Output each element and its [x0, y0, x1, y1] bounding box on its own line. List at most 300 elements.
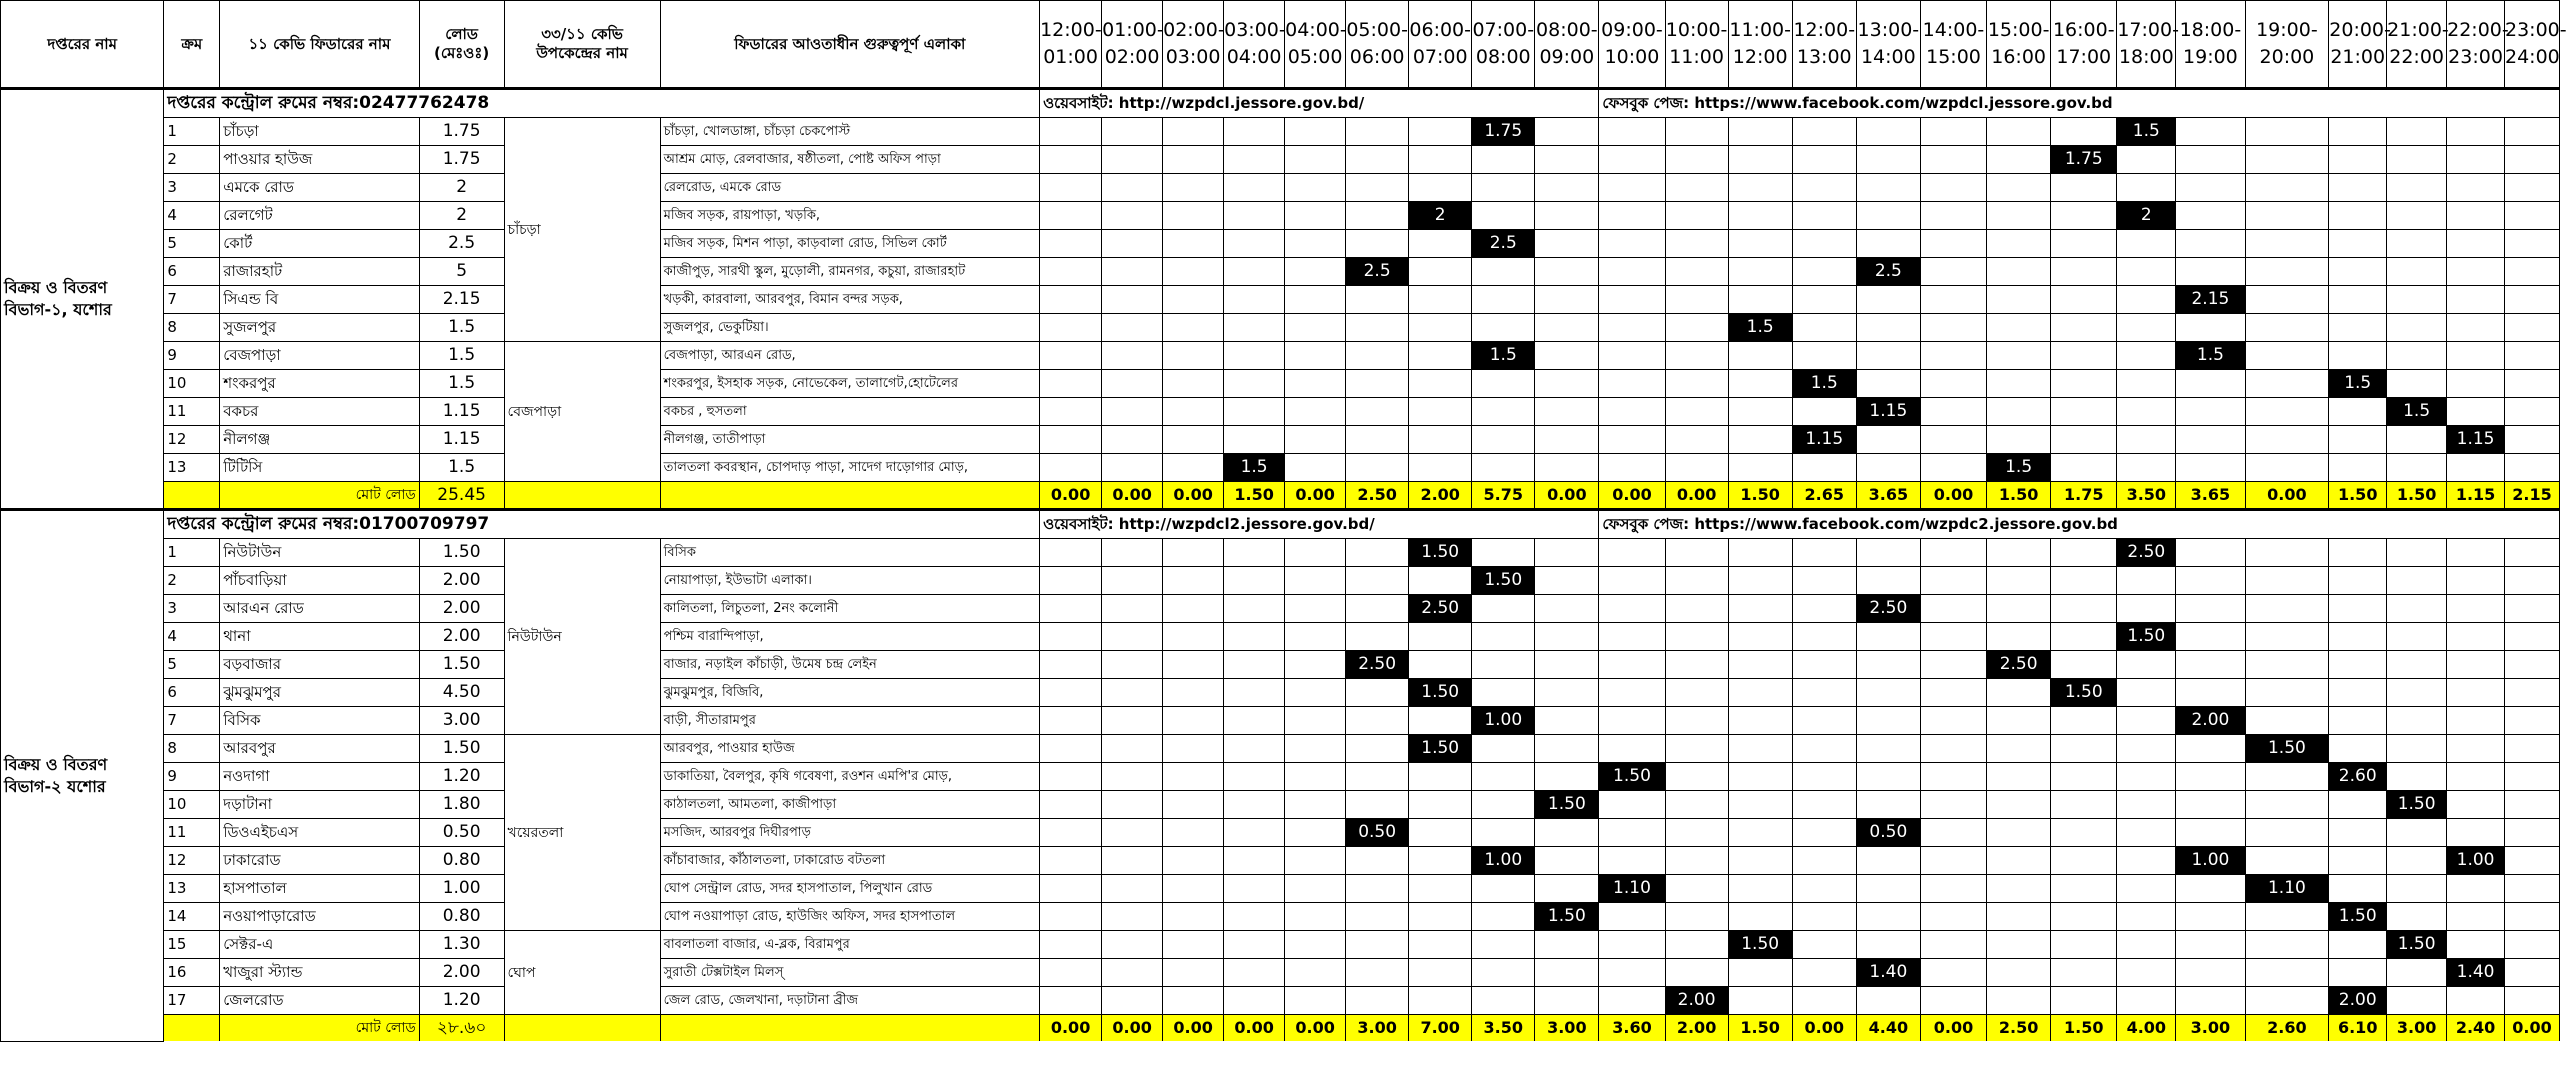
- feeder-serial: 1: [164, 118, 220, 146]
- header-hour: 12:00-01:00: [1040, 1, 1102, 89]
- load-shed-cell: 1.15: [1792, 426, 1856, 454]
- feeder-name: দড়াটানা: [220, 791, 420, 819]
- schedule-cell: [1040, 791, 1102, 819]
- schedule-cell: [1792, 398, 1856, 426]
- feeder-area: আরবপুর, পাওয়ার হাউজ: [660, 735, 1039, 763]
- schedule-cell: [2051, 931, 2117, 959]
- schedule-cell: [1040, 286, 1102, 314]
- hour-total: 2.65: [1792, 482, 1856, 510]
- schedule-cell: [2387, 819, 2447, 847]
- schedule-cell: [2505, 819, 2560, 847]
- load-shed-cell: 2: [1409, 202, 1472, 230]
- schedule-cell: [1665, 370, 1728, 398]
- schedule-cell: [2051, 959, 2117, 987]
- feeder-name: রাজারহাট: [220, 258, 420, 286]
- schedule-cell: [1224, 370, 1285, 398]
- schedule-cell: [1728, 959, 1792, 987]
- schedule-cell: [1102, 735, 1163, 763]
- schedule-cell: [1856, 567, 1920, 595]
- schedule-cell: [1920, 539, 1986, 567]
- schedule-cell: [1987, 539, 2051, 567]
- feeder-name: নওয়াপাড়ারোড: [220, 903, 420, 931]
- schedule-cell: [1599, 903, 1665, 931]
- control-room-number: দপ্তরের কন্ট্রোল রুমের নম্বর:01700709797: [164, 510, 1040, 539]
- schedule-cell: [1346, 454, 1409, 482]
- schedule-cell: [1987, 370, 2051, 398]
- schedule-cell: [1163, 174, 1224, 202]
- hour-total: 3.50: [1472, 1015, 1535, 1042]
- feeder-row: [1, 763, 2560, 791]
- schedule-cell: [1599, 174, 1665, 202]
- schedule-cell: [1102, 398, 1163, 426]
- schedule-cell: [2117, 679, 2176, 707]
- schedule-cell: [1472, 987, 1535, 1015]
- feeder-serial: 1: [164, 539, 220, 567]
- feeder-load: 2.00: [419, 623, 504, 651]
- schedule-cell: [1102, 370, 1163, 398]
- hour-total: 1.50: [1728, 482, 1792, 510]
- feeder-row: [1, 314, 2560, 342]
- schedule-cell: [1728, 342, 1792, 370]
- feeder-load: 1.75: [419, 146, 504, 174]
- schedule-cell: [1792, 791, 1856, 819]
- schedule-cell: [2117, 763, 2176, 791]
- schedule-cell: [1599, 398, 1665, 426]
- schedule-cell: [1792, 847, 1856, 875]
- facebook-label: ফেসবুক পেজ: https://www.facebook.com/wzpdcl.jessore.gov.bd: [1599, 89, 2560, 118]
- total-label: মোট লোড: [220, 1015, 420, 1042]
- schedule-cell: [2051, 174, 2117, 202]
- section-info-row: [1, 89, 2560, 118]
- schedule-cell: [1792, 286, 1856, 314]
- hour-total: 5.75: [1472, 482, 1535, 510]
- feeder-load: 1.30: [419, 931, 504, 959]
- load-shed-cell: 1.50: [2051, 679, 2117, 707]
- schedule-cell: [1409, 258, 1472, 286]
- feeder-row: [1, 679, 2560, 707]
- schedule-cell: [2387, 595, 2447, 623]
- schedule-cell: [1856, 763, 1920, 791]
- schedule-cell: [2176, 623, 2245, 651]
- load-shed-cell: 2.00: [2176, 707, 2245, 735]
- schedule-cell: [1224, 118, 1285, 146]
- schedule-cell: [2329, 314, 2387, 342]
- feeder-area: বেজপাড়া, আরএন রোড,: [660, 342, 1039, 370]
- schedule-cell: [1535, 567, 1599, 595]
- hour-total: 0.00: [1040, 1015, 1102, 1042]
- schedule-cell: [2447, 791, 2505, 819]
- schedule-cell: [1285, 398, 1346, 426]
- schedule-cell: [1728, 791, 1792, 819]
- hour-total: 0.00: [1040, 482, 1102, 510]
- schedule-cell: [1102, 931, 1163, 959]
- load-shed-cell: 2.5: [1346, 258, 1409, 286]
- schedule-cell: [1920, 146, 1986, 174]
- schedule-cell: [1285, 987, 1346, 1015]
- schedule-cell: [1792, 342, 1856, 370]
- schedule-cell: [2505, 567, 2560, 595]
- schedule-cell: [1920, 202, 1986, 230]
- schedule-cell: [1346, 959, 1409, 987]
- header-hour: 14:00-15:00: [1920, 1, 1986, 89]
- header-hour: 17:00-18:00: [2117, 1, 2176, 89]
- schedule-cell: [1102, 847, 1163, 875]
- hour-total: 3.60: [1599, 1015, 1665, 1042]
- schedule-cell: [1285, 370, 1346, 398]
- hour-total: 0.00: [1285, 482, 1346, 510]
- hour-total: 2.00: [1409, 482, 1472, 510]
- schedule-cell: [2117, 567, 2176, 595]
- load-shed-cell: 0.50: [1856, 819, 1920, 847]
- schedule-cell: [1102, 286, 1163, 314]
- schedule-cell: [1040, 567, 1102, 595]
- schedule-cell: [2447, 875, 2505, 903]
- schedule-cell: [1285, 230, 1346, 258]
- schedule-cell: [1987, 118, 2051, 146]
- schedule-cell: [1409, 987, 1472, 1015]
- schedule-cell: [1599, 595, 1665, 623]
- schedule-cell: [2051, 735, 2117, 763]
- schedule-cell: [2505, 903, 2560, 931]
- feeder-area: বাবলাতলা বাজার, এ-ব্লক, বিরামপুর: [660, 931, 1039, 959]
- schedule-cell: [1163, 454, 1224, 482]
- schedule-cell: [2387, 426, 2447, 454]
- schedule-cell: [2329, 202, 2387, 230]
- schedule-cell: [1792, 707, 1856, 735]
- schedule-cell: [2176, 987, 2245, 1015]
- schedule-cell: [2176, 595, 2245, 623]
- schedule-cell: [1920, 230, 1986, 258]
- header-hour: 05:00-06:00: [1346, 1, 1409, 89]
- feeder-serial: 12: [164, 426, 220, 454]
- schedule-cell: [1472, 202, 1535, 230]
- schedule-cell: [1665, 791, 1728, 819]
- feeder-load: 2.5: [419, 230, 504, 258]
- schedule-cell: [1040, 847, 1102, 875]
- schedule-cell: [2447, 707, 2505, 735]
- load-shed-cell: 2.50: [1409, 595, 1472, 623]
- schedule-cell: [1792, 735, 1856, 763]
- feeder-serial: 2: [164, 567, 220, 595]
- header-row: [1, 1, 2560, 89]
- header-hour: 02:00-03:00: [1163, 1, 1224, 89]
- schedule-cell: [1346, 679, 1409, 707]
- schedule-cell: [1728, 567, 1792, 595]
- schedule-cell: [1409, 454, 1472, 482]
- feeder-row: [1, 875, 2560, 903]
- schedule-cell: [1920, 651, 1986, 679]
- schedule-cell: [2505, 735, 2560, 763]
- substation-name: বেজপাড়া: [504, 342, 660, 482]
- schedule-cell: [1346, 791, 1409, 819]
- schedule-cell: [2447, 118, 2505, 146]
- schedule-cell: [1346, 847, 1409, 875]
- feeder-row: [1, 370, 2560, 398]
- schedule-cell: [1792, 623, 1856, 651]
- schedule-cell: [2117, 819, 2176, 847]
- feeder-area: ঝুমঝুমপুর, বিজিবি,: [660, 679, 1039, 707]
- schedule-cell: [2505, 847, 2560, 875]
- schedule-cell: [1920, 174, 1986, 202]
- schedule-cell: [1040, 651, 1102, 679]
- schedule-cell: [2051, 791, 2117, 819]
- schedule-cell: [1728, 819, 1792, 847]
- schedule-cell: [1409, 426, 1472, 454]
- schedule-cell: [1665, 875, 1728, 903]
- header-hour: 13:00-14:00: [1856, 1, 1920, 89]
- schedule-cell: [1665, 314, 1728, 342]
- schedule-cell: [2176, 903, 2245, 931]
- schedule-cell: [1040, 931, 1102, 959]
- schedule-cell: [1792, 819, 1856, 847]
- load-shed-cell: 1.5: [1987, 454, 2051, 482]
- schedule-cell: [2117, 903, 2176, 931]
- schedule-cell: [1409, 763, 1472, 791]
- schedule-cell: [2387, 202, 2447, 230]
- schedule-cell: [1224, 539, 1285, 567]
- schedule-cell: [2447, 174, 2505, 202]
- schedule-cell: [1285, 258, 1346, 286]
- schedule-cell: [2176, 735, 2245, 763]
- header-load: লোড (মেঃওঃ): [419, 1, 504, 89]
- load-shed-cell: 1.75: [1472, 118, 1535, 146]
- schedule-cell: [1472, 174, 1535, 202]
- schedule-cell: [2245, 595, 2329, 623]
- feeder-load: 1.80: [419, 791, 504, 819]
- schedule-cell: [1163, 370, 1224, 398]
- feeder-serial: 16: [164, 959, 220, 987]
- schedule-cell: [1792, 567, 1856, 595]
- load-shed-cell: 1.50: [2329, 903, 2387, 931]
- hour-total: 1.50: [2329, 482, 2387, 510]
- feeder-row: [1, 286, 2560, 314]
- schedule-cell: [1102, 258, 1163, 286]
- schedule-cell: [2245, 454, 2329, 482]
- schedule-cell: [1920, 791, 1986, 819]
- schedule-cell: [1409, 146, 1472, 174]
- schedule-cell: [2245, 202, 2329, 230]
- feeder-name: হাসপাতাল: [220, 875, 420, 903]
- schedule-cell: [2329, 146, 2387, 174]
- schedule-cell: [1599, 847, 1665, 875]
- feeder-area: রেলরোড, এমকে রোড: [660, 174, 1039, 202]
- schedule-cell: [1987, 987, 2051, 1015]
- feeder-area: নোয়াপাড়া, ইউভাটা এলাকা।: [660, 567, 1039, 595]
- schedule-cell: [1409, 118, 1472, 146]
- feeder-load: 1.00: [419, 875, 504, 903]
- schedule-cell: [1856, 903, 1920, 931]
- schedule-cell: [2245, 118, 2329, 146]
- schedule-cell: [1163, 230, 1224, 258]
- schedule-cell: [1920, 763, 1986, 791]
- schedule-cell: [2176, 791, 2245, 819]
- schedule-cell: [2329, 286, 2387, 314]
- schedule-cell: [1665, 426, 1728, 454]
- schedule-cell: [1920, 426, 1986, 454]
- hour-total: 1.50: [2387, 482, 2447, 510]
- feeder-load: 2.15: [419, 286, 504, 314]
- load-shed-cell: 1.50: [1409, 735, 1472, 763]
- load-shed-cell: 1.10: [1599, 875, 1665, 903]
- schedule-cell: [1792, 146, 1856, 174]
- load-shed-cell: 1.5: [1224, 454, 1285, 482]
- schedule-cell: [1040, 398, 1102, 426]
- schedule-cell: [1792, 679, 1856, 707]
- schedule-cell: [1409, 230, 1472, 258]
- load-shed-cell: 2.00: [1665, 987, 1728, 1015]
- hour-total: 3.00: [2176, 1015, 2245, 1042]
- schedule-cell: [2505, 370, 2560, 398]
- hour-total: 0.00: [1599, 482, 1665, 510]
- header-area: ফিডারের আওতাধীন গুরুত্বপূর্ণ এলাকা: [660, 1, 1039, 89]
- website-label: ওয়েবসাইট: http://wzpdcl2.jessore.gov.bd/: [1040, 510, 1599, 539]
- schedule-cell: [1856, 539, 1920, 567]
- schedule-cell: [1665, 342, 1728, 370]
- schedule-cell: [1856, 202, 1920, 230]
- schedule-cell: [1728, 595, 1792, 623]
- schedule-cell: [1224, 847, 1285, 875]
- feeder-name: ডিওএইচএস: [220, 819, 420, 847]
- schedule-cell: [1163, 398, 1224, 426]
- feeder-row: [1, 623, 2560, 651]
- schedule-cell: [2051, 118, 2117, 146]
- feeder-name: বড়বাজার: [220, 651, 420, 679]
- schedule-cell: [2051, 426, 2117, 454]
- schedule-cell: [2051, 903, 2117, 931]
- schedule-cell: [1535, 651, 1599, 679]
- header-office-name: দপ্তরের নাম: [1, 1, 164, 89]
- header-hour: 23:00-24:00: [2505, 1, 2560, 89]
- schedule-cell: [1224, 426, 1285, 454]
- schedule-cell: [1599, 623, 1665, 651]
- schedule-cell: [1987, 567, 2051, 595]
- schedule-cell: [1409, 623, 1472, 651]
- schedule-cell: [1472, 595, 1535, 623]
- schedule-cell: [1409, 875, 1472, 903]
- schedule-cell: [1535, 454, 1599, 482]
- total-spacer: [164, 482, 220, 510]
- feeder-row: [1, 146, 2560, 174]
- schedule-cell: [1599, 342, 1665, 370]
- schedule-cell: [1040, 454, 1102, 482]
- schedule-cell: [1792, 258, 1856, 286]
- schedule-cell: [1163, 539, 1224, 567]
- schedule-cell: [2117, 342, 2176, 370]
- schedule-cell: [1102, 595, 1163, 623]
- schedule-cell: [1102, 454, 1163, 482]
- schedule-cell: [1792, 931, 1856, 959]
- schedule-cell: [1285, 931, 1346, 959]
- total-spacer: [660, 482, 1039, 510]
- load-shed-cell: 1.50: [1599, 763, 1665, 791]
- header-hour: 01:00-02:00: [1102, 1, 1163, 89]
- load-shed-cell: 1.5: [2117, 118, 2176, 146]
- hour-total: 0.00: [2245, 482, 2329, 510]
- schedule-cell: [2329, 959, 2387, 987]
- load-shed-cell: 1.50: [1728, 931, 1792, 959]
- schedule-cell: [2505, 426, 2560, 454]
- schedule-cell: [1346, 342, 1409, 370]
- load-shed-cell: 1.50: [2117, 623, 2176, 651]
- schedule-cell: [1987, 623, 2051, 651]
- schedule-cell: [2329, 847, 2387, 875]
- load-shed-cell: 1.00: [2176, 847, 2245, 875]
- schedule-cell: [1472, 146, 1535, 174]
- schedule-cell: [2117, 931, 2176, 959]
- schedule-cell: [2245, 707, 2329, 735]
- schedule-cell: [1102, 567, 1163, 595]
- schedule-cell: [1856, 791, 1920, 819]
- load-shed-cell: 1.00: [1472, 707, 1535, 735]
- feeder-serial: 2: [164, 146, 220, 174]
- schedule-cell: [1920, 959, 1986, 987]
- hour-total: 3.00: [1346, 1015, 1409, 1042]
- schedule-cell: [2505, 931, 2560, 959]
- schedule-cell: [1040, 679, 1102, 707]
- schedule-cell: [1665, 286, 1728, 314]
- load-shed-cell: 1.50: [1409, 539, 1472, 567]
- schedule-cell: [1987, 230, 2051, 258]
- schedule-cell: [1728, 454, 1792, 482]
- header-hour: 04:00-05:00: [1285, 1, 1346, 89]
- schedule-cell: [2051, 987, 2117, 1015]
- schedule-cell: [2387, 286, 2447, 314]
- schedule-cell: [1856, 370, 1920, 398]
- schedule-cell: [1920, 118, 1986, 146]
- schedule-cell: [2051, 651, 2117, 679]
- schedule-cell: [2505, 987, 2560, 1015]
- feeder-serial: 8: [164, 735, 220, 763]
- hour-total: 3.00: [2387, 1015, 2447, 1042]
- hour-total: 0.00: [1920, 482, 1986, 510]
- schedule-cell: [1285, 426, 1346, 454]
- load-shed-cell: 0.50: [1346, 819, 1409, 847]
- feeder-load: 3.00: [419, 707, 504, 735]
- schedule-cell: [2505, 791, 2560, 819]
- schedule-cell: [1163, 342, 1224, 370]
- schedule-cell: [2505, 342, 2560, 370]
- schedule-cell: [1535, 931, 1599, 959]
- load-shed-cell: 2.50: [2117, 539, 2176, 567]
- header-hour: 08:00-09:00: [1535, 1, 1599, 89]
- schedule-cell: [1346, 707, 1409, 735]
- feeder-serial: 7: [164, 286, 220, 314]
- section-info-row: [1, 510, 2560, 539]
- schedule-cell: [1040, 707, 1102, 735]
- schedule-cell: [1163, 931, 1224, 959]
- schedule-cell: [1856, 707, 1920, 735]
- schedule-cell: [1535, 174, 1599, 202]
- hour-total: 4.00: [2117, 1015, 2176, 1042]
- schedule-cell: [1224, 567, 1285, 595]
- schedule-cell: [2245, 623, 2329, 651]
- feeder-name: ঝুমঝুমপুর: [220, 679, 420, 707]
- feeder-serial: 12: [164, 847, 220, 875]
- schedule-cell: [2117, 875, 2176, 903]
- schedule-cell: [1792, 118, 1856, 146]
- schedule-cell: [2505, 623, 2560, 651]
- schedule-cell: [2117, 651, 2176, 679]
- schedule-cell: [1665, 539, 1728, 567]
- schedule-cell: [2051, 819, 2117, 847]
- feeder-name: খাজুরা স্ট্যান্ড: [220, 959, 420, 987]
- schedule-cell: [2051, 342, 2117, 370]
- schedule-cell: [1920, 623, 1986, 651]
- hour-total: 0.00: [1224, 1015, 1285, 1042]
- feeder-area: সুরাতী টেক্সটাইল মিলস্: [660, 959, 1039, 987]
- schedule-cell: [1535, 595, 1599, 623]
- schedule-cell: [1599, 539, 1665, 567]
